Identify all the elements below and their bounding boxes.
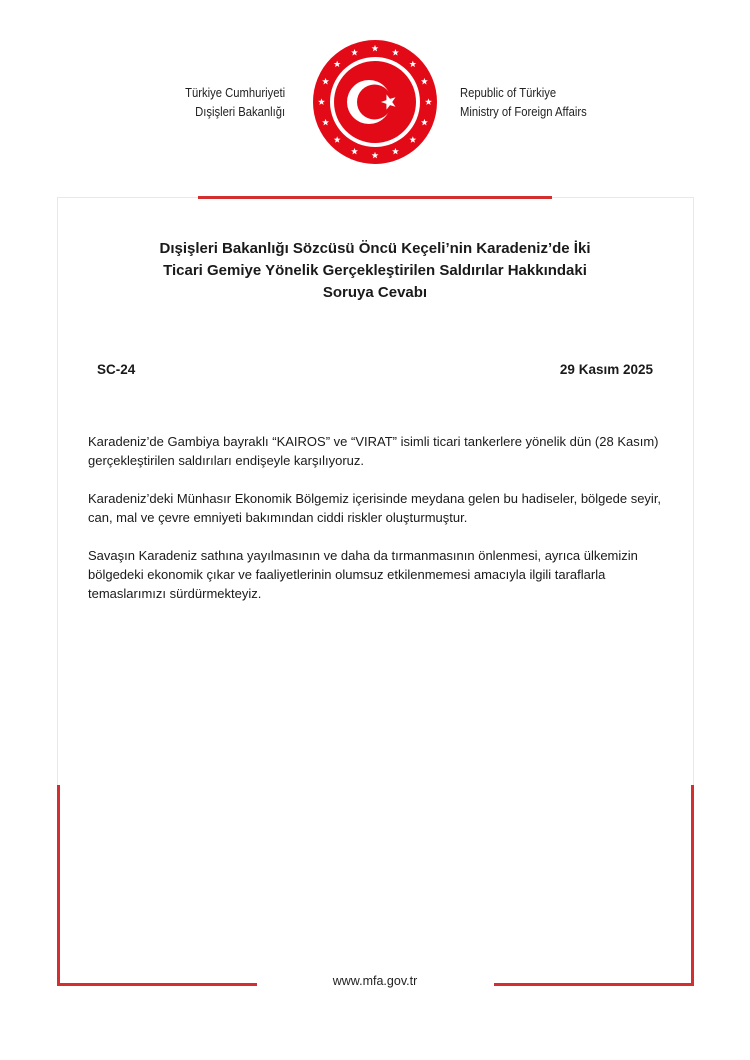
header-left-line1: Türkiye Cumhuriyeti [184, 86, 285, 100]
title-line-2: Ticari Gemiye Yönelik Gerçekleştirilen Saldırılar Hakkındaki [163, 262, 587, 279]
body-paragraph-1: Karadeniz’de Gambiya bayraklı “KAIROS” ve “VIRAT” isimli ticari tankerlere yönelik dün (28 Kasım) gerçekleştirilen saldırıları endişeyle karşılıyoruz. [88, 434, 659, 468]
document-date: 29 Kasım 2025 [559, 362, 653, 377]
red-accent-top [198, 196, 552, 199]
red-accent-bottom-right [494, 983, 694, 986]
body-paragraph-3: Savaşın Karadeniz sathına yayılmasının ve daha da tırmanmasının önlenmesi, ayrıca ülkemizin bölgedeki ekonomik çıkar ve faaliyetlerinin olumsuz etkilenmemesi amacıyla ilgili taraflarla temaslarımızı sürdürmekteyiz. [88, 548, 638, 601]
header-institution-en [460, 84, 587, 122]
red-accent-bottom-left [57, 983, 257, 986]
crescent-star-seal-icon [313, 40, 437, 164]
red-accent-right [691, 785, 694, 985]
header-right-line1: Republic of Türkiye [460, 86, 557, 100]
header-institution-tr [185, 84, 285, 122]
document-title [90, 238, 660, 304]
document-reference: SC-24 [97, 362, 136, 377]
body-paragraph-2: Karadeniz’deki Münhasır Ekonomik Bölgemiz içerisinde meydana gelen bu hadiseler, bölgede seyir, can, mal ve çevre emniyeti bakımından ciddi riskler oluşturmuştur. [88, 491, 662, 525]
header-right-line2: Ministry of Foreign Affairs [460, 105, 587, 119]
red-accent-left [57, 785, 60, 985]
title-line-1: Dışişleri Bakanlığı Sözcüsü Öncü Keçeli’nin Karadeniz’de İki [159, 240, 591, 257]
header-left-line2: Dışişleri Bakanlığı [194, 105, 285, 119]
document-body [88, 432, 672, 622]
footer-website-link[interactable]: www.mfa.gov.tr [275, 974, 475, 988]
title-line-3: Soruya Cevabı [322, 284, 428, 301]
